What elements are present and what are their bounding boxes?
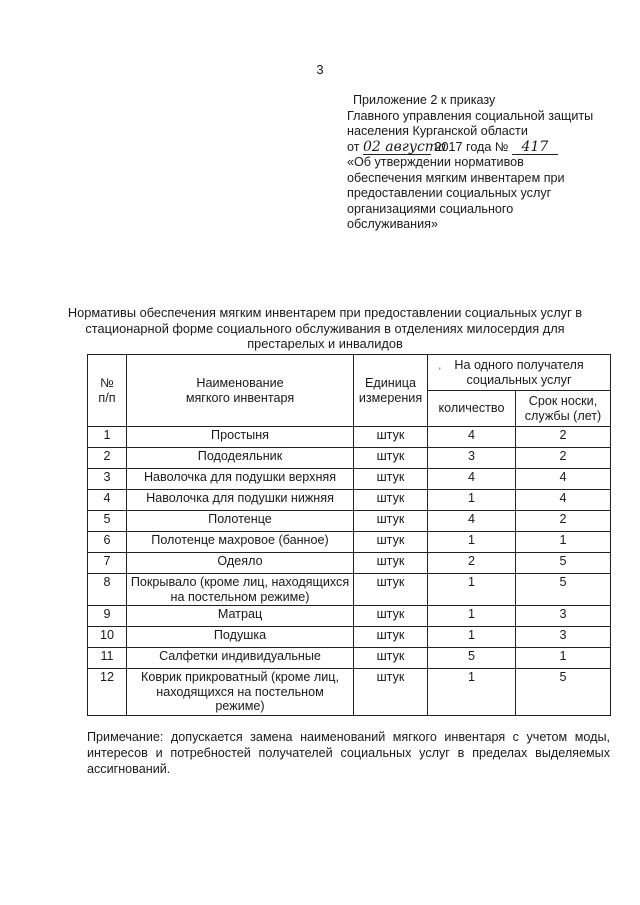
row-name-line: Коврик прикроватный (кроме лиц, bbox=[140, 670, 339, 684]
row-term: 2 bbox=[516, 448, 611, 469]
row-term: 4 bbox=[516, 469, 611, 490]
handwritten-order-number: 417 bbox=[512, 141, 558, 155]
row-name bbox=[127, 532, 354, 553]
row-unit: штук bbox=[354, 448, 428, 469]
order-title-line: обеспечения мягким инвентарем при bbox=[347, 170, 565, 185]
header-unit: Единица измерения bbox=[354, 355, 428, 427]
row-name-line: Наволочка для подушки верхняя bbox=[143, 470, 337, 484]
row-name bbox=[127, 448, 354, 469]
row-unit: штук bbox=[354, 490, 428, 511]
row-qty: 1 bbox=[428, 669, 516, 716]
table-row bbox=[88, 490, 611, 511]
row-qty: 2 bbox=[428, 553, 516, 574]
row-name bbox=[127, 627, 354, 648]
table-body bbox=[88, 427, 611, 716]
row-num: 4 bbox=[88, 490, 127, 511]
row-name bbox=[127, 469, 354, 490]
row-term: 2 bbox=[516, 511, 611, 532]
table-row bbox=[88, 574, 611, 606]
row-qty: 1 bbox=[428, 606, 516, 627]
row-name-line: режиме) bbox=[215, 699, 265, 713]
order-title-line: обслуживания» bbox=[347, 217, 438, 231]
table-row bbox=[88, 627, 611, 648]
table-row bbox=[88, 469, 611, 490]
table-row bbox=[88, 448, 611, 469]
header-qty: количество bbox=[428, 391, 516, 427]
row-qty: 3 bbox=[428, 448, 516, 469]
row-unit: штук bbox=[354, 648, 428, 669]
row-name-line: находящихся на постельном bbox=[156, 684, 324, 699]
table-row bbox=[88, 669, 611, 716]
order-date-line bbox=[347, 140, 627, 156]
row-term: 3 bbox=[516, 606, 611, 627]
row-term: 5 bbox=[516, 574, 611, 606]
row-term: 1 bbox=[516, 648, 611, 669]
title-line: престарелых и инвалидов bbox=[247, 336, 403, 351]
table-row bbox=[88, 553, 611, 574]
row-name bbox=[127, 511, 354, 532]
row-num: 1 bbox=[88, 427, 127, 448]
row-name bbox=[127, 553, 354, 574]
order-title-line: «Об утверждении нормативов bbox=[347, 155, 524, 169]
row-qty: 4 bbox=[428, 511, 516, 532]
appendix-line: населения Курганской области bbox=[347, 124, 528, 138]
row-term: 4 bbox=[516, 490, 611, 511]
table-row bbox=[88, 532, 611, 553]
document-title bbox=[60, 305, 590, 352]
row-name bbox=[127, 490, 354, 511]
row-name-line: Одеяло bbox=[217, 554, 263, 568]
row-name-line: Подушка bbox=[213, 628, 267, 642]
note: Примечание: допускается замена наименований мягкого инвентаря с учетом моды, интересов и потребностей получателей социальных услуг в пределах выделяемых ассигнований. bbox=[87, 730, 610, 776]
title-line: стационарной форме социального обслуживания в отделениях милосердия для bbox=[85, 320, 565, 336]
order-title-line: организациями социального bbox=[347, 201, 514, 216]
row-unit: штук bbox=[354, 511, 428, 532]
row-name bbox=[127, 648, 354, 669]
row-name-line: Салфетки индивидуальные bbox=[159, 649, 321, 663]
row-qty: 1 bbox=[428, 490, 516, 511]
year-text: 2017 года № bbox=[434, 139, 509, 154]
handwritten-date: 02 августа bbox=[363, 138, 447, 155]
row-unit: штук bbox=[354, 574, 428, 606]
table-row bbox=[88, 511, 611, 532]
row-qty: 4 bbox=[428, 427, 516, 448]
row-unit: штук bbox=[354, 627, 428, 648]
row-num: 5 bbox=[88, 511, 127, 532]
row-unit: штук bbox=[354, 669, 428, 716]
stray-mark: ' bbox=[439, 366, 441, 376]
row-qty: 4 bbox=[428, 469, 516, 490]
header-num: № п/п bbox=[88, 355, 127, 427]
row-name-line: Покрывало (кроме лиц, находящихся bbox=[130, 575, 350, 589]
row-num: 7 bbox=[88, 553, 127, 574]
row-name-line: Наволочка для подушки нижняя bbox=[146, 491, 334, 505]
from-prefix: от bbox=[347, 139, 360, 154]
row-name-line: на постельном режиме) bbox=[170, 589, 310, 604]
table-row bbox=[88, 606, 611, 627]
row-num: 12 bbox=[88, 669, 127, 716]
row-unit: штук bbox=[354, 553, 428, 574]
appendix-block bbox=[347, 93, 627, 233]
row-num: 10 bbox=[88, 627, 127, 648]
row-num: 2 bbox=[88, 448, 127, 469]
title-line: Нормативы обеспечения мягким инвентарем при предоставлении социальных услуг в bbox=[67, 305, 583, 320]
header-name: Наименование мягкого инвентаря bbox=[127, 355, 354, 427]
norms-table bbox=[87, 354, 611, 716]
row-term: 1 bbox=[516, 532, 611, 553]
row-num: 6 bbox=[88, 532, 127, 553]
row-term: 3 bbox=[516, 627, 611, 648]
row-qty: 1 bbox=[428, 574, 516, 606]
row-name-line: Пододеяльник bbox=[197, 449, 283, 463]
row-name-line: Матрац bbox=[217, 607, 263, 621]
table-row bbox=[88, 427, 611, 448]
row-name bbox=[127, 427, 354, 448]
row-num: 8 bbox=[88, 574, 127, 606]
row-name-line: Простыня bbox=[211, 428, 269, 442]
row-term: 5 bbox=[516, 553, 611, 574]
row-term: 5 bbox=[516, 669, 611, 716]
table-row bbox=[88, 648, 611, 669]
page-number: 3 bbox=[316, 62, 324, 77]
header-group: На одного получателя социальных услуг bbox=[428, 355, 611, 391]
row-name bbox=[127, 606, 354, 627]
row-unit: штук bbox=[354, 532, 428, 553]
row-num: 9 bbox=[88, 606, 127, 627]
row-name-line: Полотенце махровое (банное) bbox=[151, 533, 329, 547]
row-qty: 1 bbox=[428, 532, 516, 553]
row-unit: штук bbox=[354, 606, 428, 627]
row-name-line: Полотенце bbox=[208, 512, 272, 526]
row-name bbox=[127, 574, 354, 606]
row-unit: штук bbox=[354, 427, 428, 448]
header-term: Срок носки, службы (лет) bbox=[516, 391, 611, 427]
row-qty: 5 bbox=[428, 648, 516, 669]
row-num: 11 bbox=[88, 648, 127, 669]
row-unit: штук bbox=[354, 469, 428, 490]
row-num: 3 bbox=[88, 469, 127, 490]
row-name bbox=[127, 669, 354, 716]
appendix-line: Приложение 2 к приказу bbox=[353, 93, 496, 107]
row-term: 2 bbox=[516, 427, 611, 448]
appendix-line: Главного управления социальной защиты bbox=[347, 108, 594, 123]
order-title-line: предоставлении социальных услуг bbox=[347, 186, 552, 200]
row-qty: 1 bbox=[428, 627, 516, 648]
